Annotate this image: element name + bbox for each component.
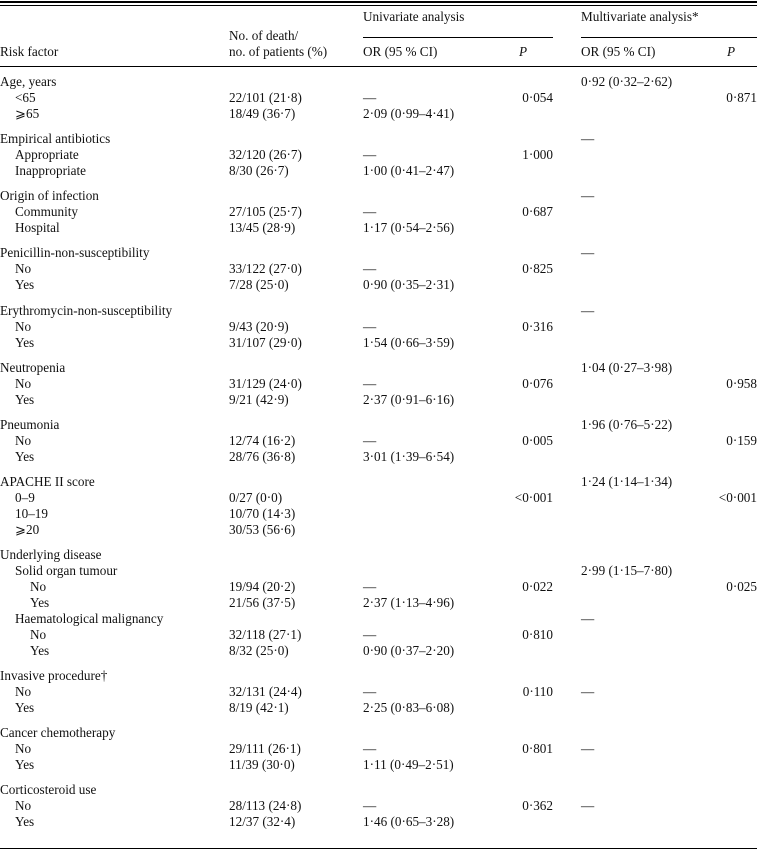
row-label: Yes (15, 391, 35, 407)
row-uni-or: — (363, 147, 377, 163)
row-label: <65 (15, 90, 36, 105)
row-uni-or: 2·37 (1·13–4·96) (363, 595, 455, 610)
row-uni-or: — (363, 741, 377, 757)
row-multi-or: — (581, 188, 595, 204)
row-multi-or: 1·96 (0·76–5·22) (581, 416, 673, 432)
row-label: Hospital (15, 220, 60, 236)
row-label: Corticosteroid use (0, 782, 97, 798)
row-deaths: 13/45 (28·9) (229, 220, 296, 236)
header-multi-or: OR (95 % CI) (581, 44, 656, 59)
header-deaths-line1: No. of death/ (229, 28, 299, 43)
row-label: Yes (15, 448, 35, 464)
bottom-rule (0, 848, 757, 849)
row-label: Yes (15, 334, 35, 350)
header-multivariate: Multivariate analysis* (581, 9, 699, 24)
row-deaths: 32/118 (27·1) (229, 626, 302, 642)
row-uni-p: 0·054 (522, 90, 553, 105)
row-deaths: 22/101 (21·8) (229, 90, 302, 105)
row-deaths: 19/94 (20·2) (229, 579, 296, 594)
row-uni-or: 2·37 (0·91–6·16) (363, 391, 455, 407)
row-label: Penicillin-non-susceptibility (0, 245, 150, 261)
row-deaths: 12/74 (16·2) (229, 432, 296, 448)
row-uni-p: 0·110 (522, 684, 553, 700)
row-deaths: 8/30 (26·7) (229, 163, 289, 178)
row-label: Invasive procedure† (0, 668, 108, 684)
row-label: Age, years (0, 74, 57, 89)
row-multi-or: — (581, 741, 595, 757)
header-uni-or: OR (95 % CI) (363, 44, 438, 59)
row-uni-or: — (363, 90, 377, 105)
top-rule-thick (0, 1, 757, 3)
row-uni-or: — (363, 432, 377, 448)
univariate-subrule (363, 37, 553, 38)
row-deaths: 31/107 (29·0) (229, 334, 302, 350)
row-label: Pneumonia (0, 416, 60, 432)
row-uni-or: 2·09 (0·99–4·41) (363, 105, 455, 121)
row-uni-or: 0·90 (0·35–2·31) (363, 277, 455, 293)
row-label: 10–19 (15, 505, 48, 521)
row-multi-p: 0·025 (726, 579, 757, 594)
row-deaths: 31/129 (24·0) (229, 375, 302, 391)
row-label: Yes (15, 814, 35, 830)
row-label: No (15, 261, 32, 277)
row-label: Cancer chemotherapy (0, 725, 116, 741)
row-label: No (15, 318, 32, 334)
row-multi-or: — (581, 611, 595, 626)
row-label: APACHE II score (0, 474, 95, 489)
row-deaths: 32/120 (26·7) (229, 147, 302, 163)
row-deaths: 9/43 (20·9) (229, 318, 289, 334)
row-uni-p: 0·801 (522, 741, 553, 757)
row-multi-p: 0·958 (726, 375, 757, 391)
row-uni-p: 0·687 (522, 204, 553, 220)
row-deaths: 12/37 (32·4) (229, 814, 296, 830)
multivariate-subrule (581, 37, 757, 38)
row-uni-or: 0·90 (0·37–2·20) (363, 642, 455, 658)
row-label: Yes (30, 642, 50, 658)
row-uni-or: — (363, 579, 377, 594)
row-label: Yes (15, 277, 35, 293)
row-label: No (15, 798, 32, 814)
row-uni-or: 1·11 (0·49–2·51) (363, 757, 454, 773)
row-deaths: 18/49 (36·7) (229, 105, 296, 121)
row-deaths: 21/56 (37·5) (229, 595, 296, 610)
row-uni-or: — (363, 626, 377, 642)
row-deaths: 0/27 (0·0) (229, 490, 283, 505)
row-uni-or: — (363, 684, 377, 700)
row-uni-or: 1·00 (0·41–2·47) (363, 163, 455, 178)
header-bottom-rule (0, 66, 757, 67)
row-label: Origin of infection (0, 188, 99, 204)
row-uni-p: 0·076 (522, 375, 553, 391)
row-uni-or: — (363, 798, 377, 814)
row-uni-p: 1·000 (522, 147, 553, 163)
row-label: Yes (30, 595, 50, 610)
row-uni-or: 2·25 (0·83–6·08) (363, 700, 455, 715)
row-uni-or: — (363, 261, 377, 277)
row-multi-p: <0·001 (718, 490, 757, 505)
row-uni-or: 3·01 (1·39–6·54) (363, 448, 455, 464)
row-deaths: 7/28 (25·0) (229, 277, 289, 293)
row-multi-or: — (581, 798, 595, 814)
row-label: No (30, 626, 47, 642)
row-label: Community (15, 204, 79, 220)
row-deaths: 33/122 (27·0) (229, 261, 302, 277)
row-uni-or: 1·17 (0·54–2·56) (363, 220, 455, 236)
row-multi-or: 2·99 (1·15–7·80) (581, 563, 673, 579)
header-uni-p: P (519, 44, 528, 59)
row-multi-or: 0·92 (0·32–2·62) (581, 74, 673, 89)
header-univariate: Univariate analysis (363, 9, 465, 24)
row-label: Empirical antibiotics (0, 131, 111, 147)
row-deaths: 28/76 (36·8) (229, 448, 296, 464)
row-label: ⩾20 (15, 521, 40, 537)
row-label: 0–9 (15, 490, 35, 505)
row-label: ⩾65 (15, 105, 40, 121)
row-label: Yes (15, 757, 35, 773)
row-uni-p: 0·362 (522, 798, 553, 814)
row-deaths: 27/105 (25·7) (229, 204, 302, 220)
row-uni-or: — (363, 204, 377, 220)
row-uni-or: 1·54 (0·66–3·59) (363, 334, 455, 350)
top-rule-thin (0, 5, 757, 6)
row-uni-p: 0·022 (522, 579, 553, 594)
row-multi-or: — (581, 302, 595, 318)
row-label: No (15, 375, 32, 391)
row-multi-or: 1·04 (0·27–3·98) (581, 359, 673, 375)
row-uni-p: 0·316 (522, 318, 553, 334)
row-label: Yes (15, 700, 35, 715)
row-uni-or: 1·46 (0·65–3·28) (363, 814, 455, 830)
row-uni-p: <0·001 (514, 490, 553, 505)
header-risk-factor: Risk factor (0, 44, 59, 59)
row-label: No (15, 432, 32, 448)
row-uni-p: 0·810 (522, 626, 553, 642)
row-multi-p: 0·871 (726, 90, 757, 105)
header-multi-p: P (727, 44, 736, 59)
row-uni-p: 0·825 (522, 261, 553, 277)
row-uni-p: 0·005 (522, 432, 553, 448)
row-deaths: 8/19 (42·1) (229, 700, 289, 715)
row-deaths: 29/111 (26·1) (229, 741, 301, 757)
row-deaths: 30/53 (56·6) (229, 521, 296, 537)
row-label: No (15, 684, 32, 700)
row-label: Neutropenia (0, 359, 66, 375)
row-deaths: 10/70 (14·3) (229, 505, 296, 521)
row-multi-or: — (581, 684, 595, 700)
row-deaths: 8/32 (25·0) (229, 642, 289, 658)
row-label: Appropriate (15, 147, 79, 163)
row-label: No (30, 579, 47, 594)
row-label: Inappropriate (15, 163, 87, 178)
row-deaths: 28/113 (24·8) (229, 798, 302, 814)
row-uni-or: — (363, 318, 377, 334)
row-multi-or: — (581, 245, 595, 261)
row-label: Solid organ tumour (15, 563, 118, 579)
row-label: Haematological malignancy (15, 611, 164, 626)
row-multi-or: 1·24 (1·14–1·34) (581, 474, 673, 489)
row-multi-p: 0·159 (726, 432, 757, 448)
row-deaths: 11/39 (30·0) (229, 757, 295, 773)
header-deaths-line2: no. of patients (%) (229, 44, 328, 59)
row-deaths: 9/21 (42·9) (229, 391, 289, 407)
row-label: Underlying disease (0, 547, 102, 563)
row-label: Erythromycin-non-susceptibility (0, 302, 173, 318)
row-multi-or: — (581, 131, 595, 147)
row-label: No (15, 741, 32, 757)
row-deaths: 32/131 (24·4) (229, 684, 302, 700)
row-uni-or: — (363, 375, 377, 391)
